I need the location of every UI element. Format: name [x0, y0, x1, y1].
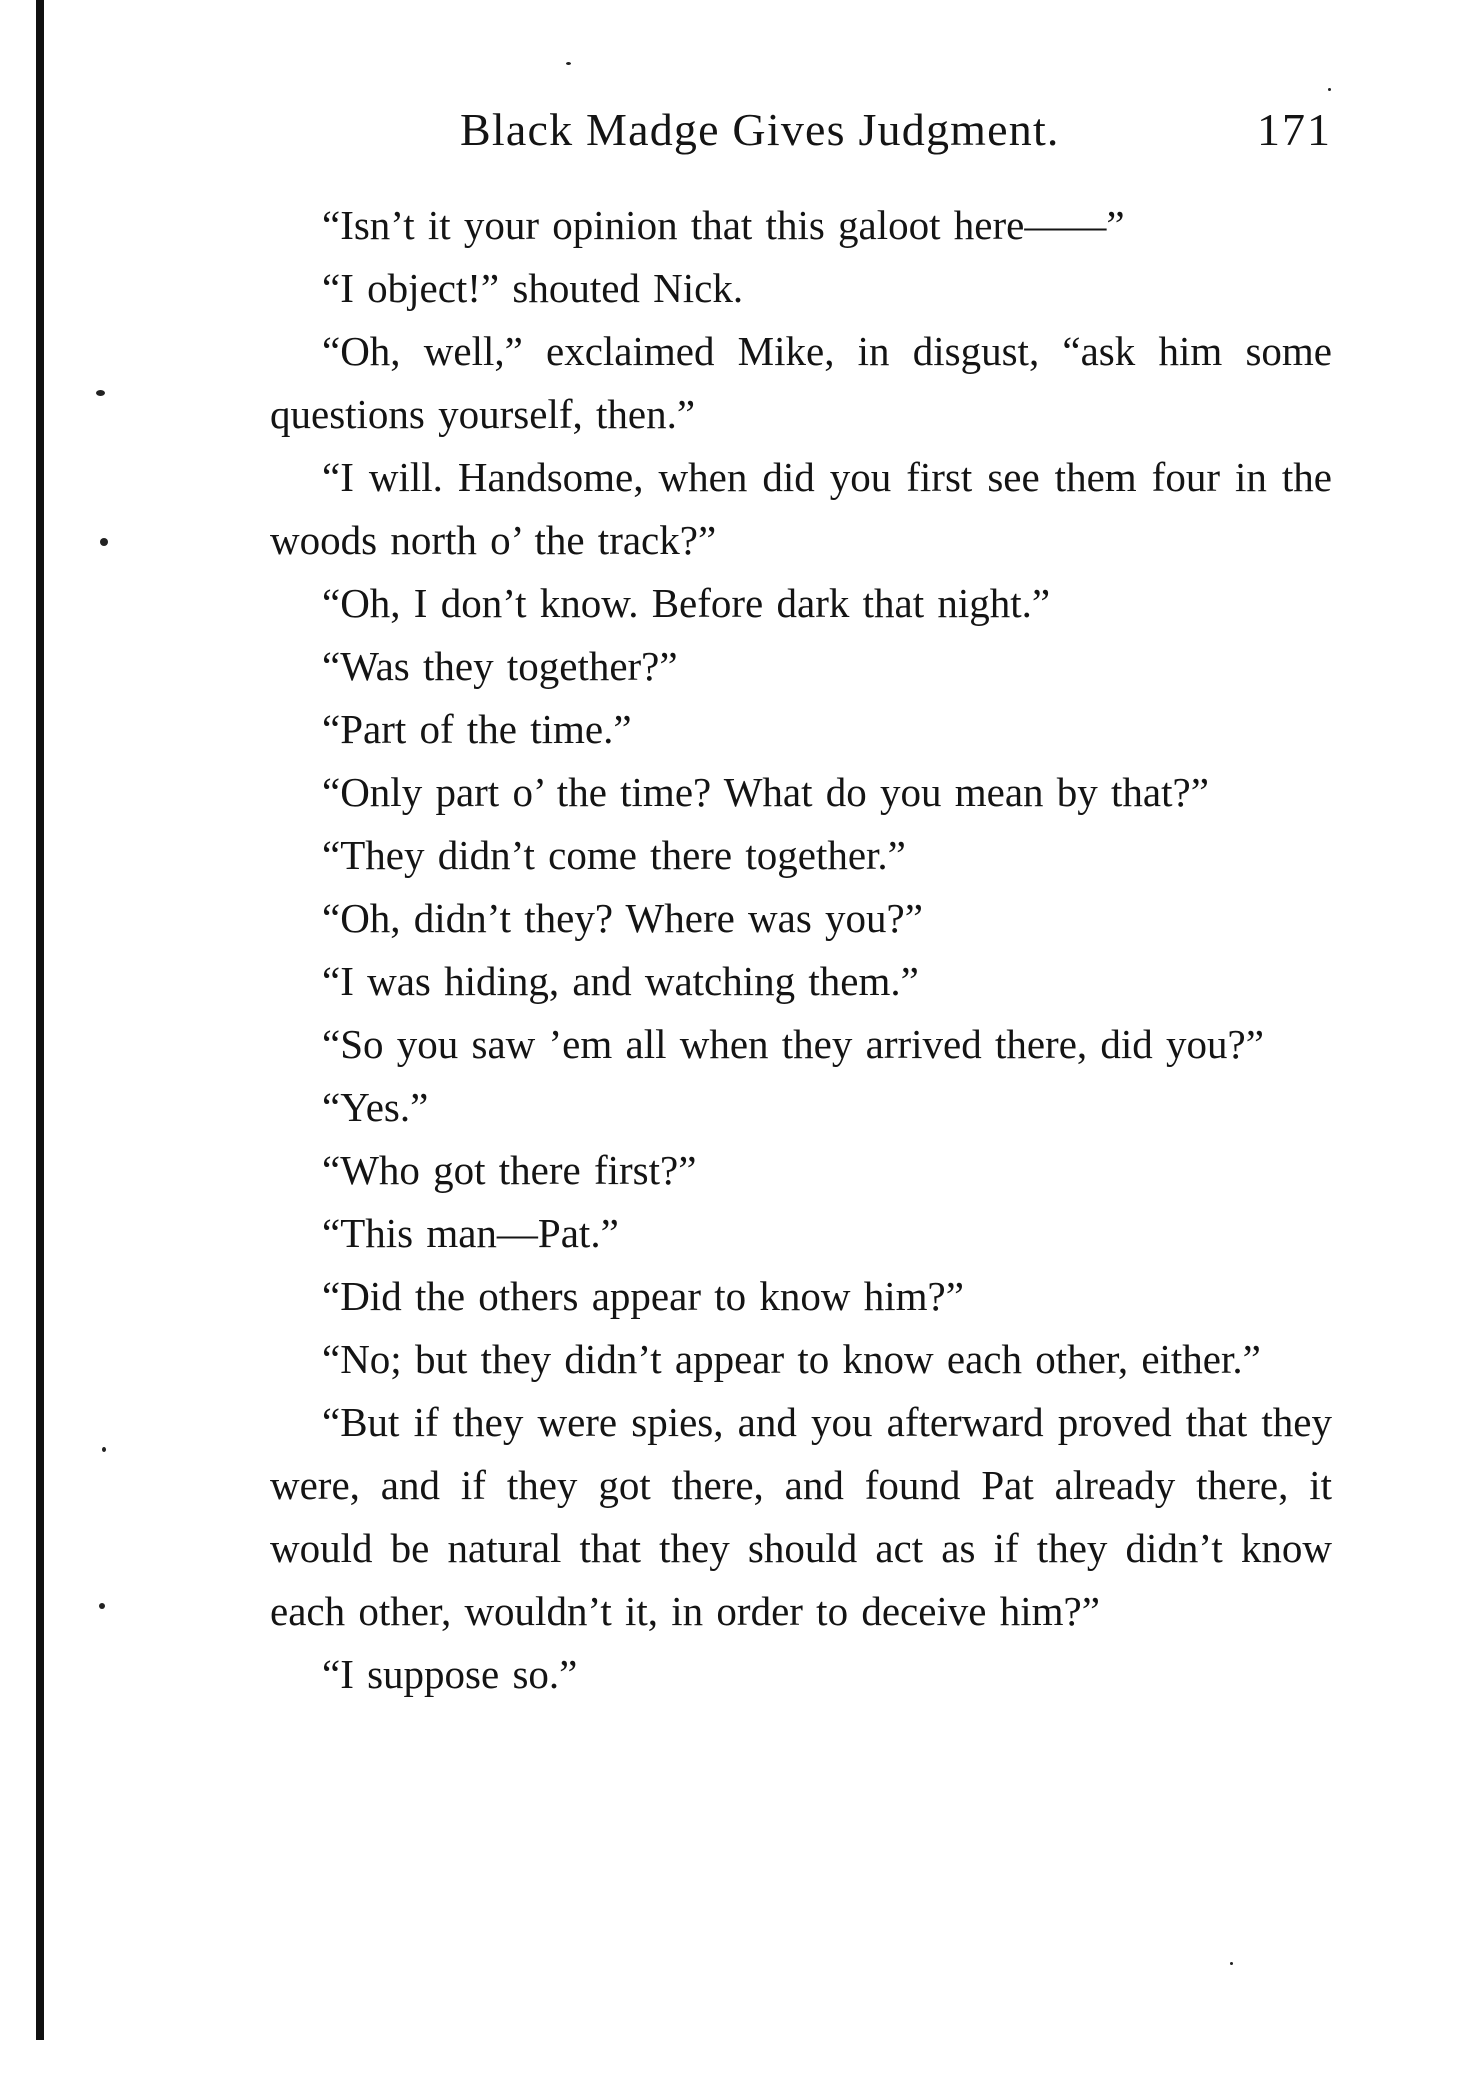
paragraph: “Oh, I don’t know. Before dark that night.” — [322, 580, 1051, 626]
paragraph: “Did the others appear to know him?” — [322, 1273, 964, 1319]
paragraph: “But if they were spies, and you afterward proved that they were, and if they got there, and found Pat already there, it would be natural that they should act as if they didn’t know each other, wouldn’t it, in order to deceive him?” — [270, 1399, 1332, 1634]
paragraph: “Was they together?” — [322, 643, 678, 689]
paragraph: “Yes.” — [322, 1084, 429, 1130]
page-number: 171 — [1257, 104, 1332, 155]
scan-speck — [1230, 1962, 1233, 1965]
paragraph: “I will. Handsome, when did you first see them four in the woods north o’ the track?” — [270, 454, 1332, 563]
scan-speck — [96, 390, 105, 396]
paragraph: “They didn’t come there together.” — [322, 832, 906, 878]
paragraph: “Part of the time.” — [322, 706, 632, 752]
scan-speck — [99, 1603, 105, 1609]
scan-speck — [566, 62, 571, 65]
paragraph: “This man—Pat.” — [322, 1210, 619, 1256]
scan-speck — [102, 1447, 106, 1452]
scan-speck — [100, 538, 108, 546]
scan-speck — [1328, 88, 1331, 91]
paragraph: “Only part o’ the time? What do you mean by that?” — [322, 769, 1209, 815]
paragraph: “No; but they didn’t appear to know each other, either.” — [322, 1336, 1261, 1382]
paragraph: “Oh, well,” exclaimed Mike, in disgust, “ask him some questions yourself, then.” — [270, 328, 1332, 437]
running-head — [460, 103, 1332, 163]
paragraph: “So you saw ’em all when they arrived there, did you?” — [322, 1021, 1264, 1067]
paragraph: “I was hiding, and watching them.” — [322, 958, 919, 1004]
paragraph: “Who got there first?” — [322, 1147, 697, 1193]
body-text — [270, 194, 1332, 1706]
chapter-title: Black Madge Gives Judgment. — [460, 104, 1060, 155]
binding-edge — [36, 0, 44, 2040]
paragraph: “I suppose so.” — [322, 1651, 578, 1697]
paragraph: “I object!” shouted Nick. — [322, 265, 744, 311]
paragraph: “Isn’t it your opinion that this galoot here——” — [322, 202, 1125, 248]
paragraph: “Oh, didn’t they? Where was you?” — [322, 895, 923, 941]
